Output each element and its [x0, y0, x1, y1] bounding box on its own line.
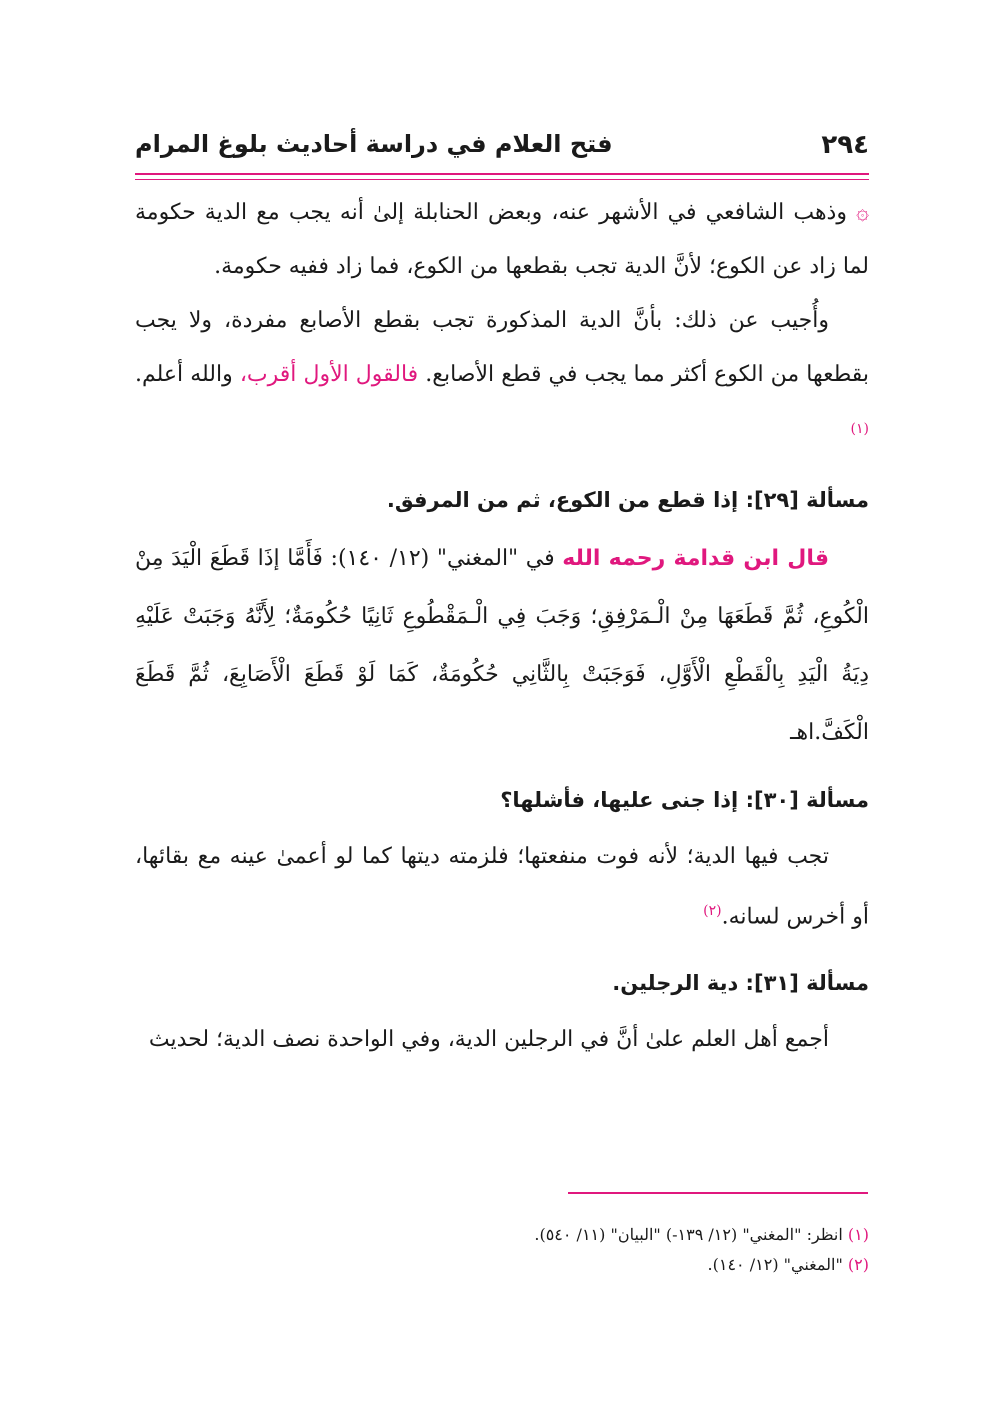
footnote-separator: [568, 1192, 868, 1194]
paragraph-2-text-a: وأُجيب عن ذلك: بأنَّ الدية المذكورة تجب بقطع الأصابع مفردة، ولا يجب بقطعها من الكوع أكثر مما يجب في قطع الأصابع.: [135, 308, 870, 387]
issue-29-quote: [135, 530, 869, 762]
header-rule-thick: [135, 173, 869, 175]
footnote-2-text: "المغني" (١٢/ ١٤٠).: [707, 1255, 843, 1274]
footnotes: [135, 1220, 869, 1280]
quote-end: اهـ: [790, 720, 815, 746]
paragraph-2-conclusion: فالقول الأول أقرب،: [239, 362, 419, 387]
issue-30-heading: مسألة [٣٠]: إذا جنى عليها، فأشلها؟: [500, 788, 869, 813]
paragraph-2: [135, 294, 869, 462]
header-rule-thin: [135, 179, 869, 180]
footnote-1-text: انظر: "المغني" (١٢/ ١٣٩-) "البيان" (١١/ ٥٤٠).: [534, 1225, 843, 1244]
issue-31-heading: مسألة [٣١]: دية الرجلين.: [612, 970, 869, 995]
footnote-2-number: (٢): [847, 1255, 869, 1274]
quote-source: في "المغني" (١٢/ ١٤٠):: [330, 546, 555, 572]
page-number: ٢٩٤: [821, 130, 869, 160]
main-text: [135, 186, 869, 1067]
paragraph-2-text-b: والله أعلم.: [135, 362, 233, 387]
page-header: [135, 126, 869, 166]
footnote-2: [135, 1250, 869, 1280]
book-title: فتح العلام في دراسة أحاديث بلوغ المرام: [135, 130, 613, 158]
ornament-icon: ۞: [856, 200, 869, 225]
footnote-ref-2[interactable]: (٢): [703, 903, 722, 920]
issue-29-heading: مسألة [٢٩]: إذا قطع من الكوع، ثم من المرفق.: [386, 488, 869, 513]
paragraph-1-text: وذهب الشافعي في الأشهر عنه، وبعض الحنابلة إلىٰ أنه يجب مع الدية حكومة لما زاد عن الكوع؛ لأنَّ الدية تجب بقطعها من الكوع، فما زاد ففيه حكومة.: [135, 200, 869, 279]
paragraph-1: [135, 186, 869, 294]
issue-31-text: أجمع أهل العلم علىٰ أنَّ في الرجلين الدية، وفي الواحدة نصف الدية؛ لحديث: [148, 1026, 829, 1052]
issue-30-text: [135, 830, 869, 944]
footnote-1-number: (١): [847, 1225, 869, 1244]
issue-30-body: تجب فيها الدية؛ لأنه فوت منفعتها؛ فلزمته ديتها كما لو أعمىٰ عينه مع بقائها، أو أخرس لسانه.: [135, 844, 869, 930]
quote-text: فَأَمَّا إذَا قَطَعَ الْيَدَ مِنْ الْكُوعِ، ثُمَّ قَطَعَهَا مِنْ الْـمَرْفِقِ؛ وَجَبَ فِي الْـمَقْطُوعِ ثَانِيًا حُكُومَةٌ؛ لِأَنَّهُ وَجَبَتْ عَلَيْهِ دِيَةُ الْيَدِ بِالْقَطْعِ الْأَوَّلِ، فَوَجَبَتْ بِالثَّانِي حُكُومَةٌ، كَمَا لَوْ قَطَعَ الْأَصَابِعَ، ثُمَّ قَطَعَ الْكَفَّ.: [135, 546, 869, 746]
footnote-ref-1[interactable]: (١): [850, 421, 869, 437]
quote-speaker: قال ابن قدامة رحمه الله: [562, 546, 830, 572]
footnote-1: [135, 1220, 869, 1250]
